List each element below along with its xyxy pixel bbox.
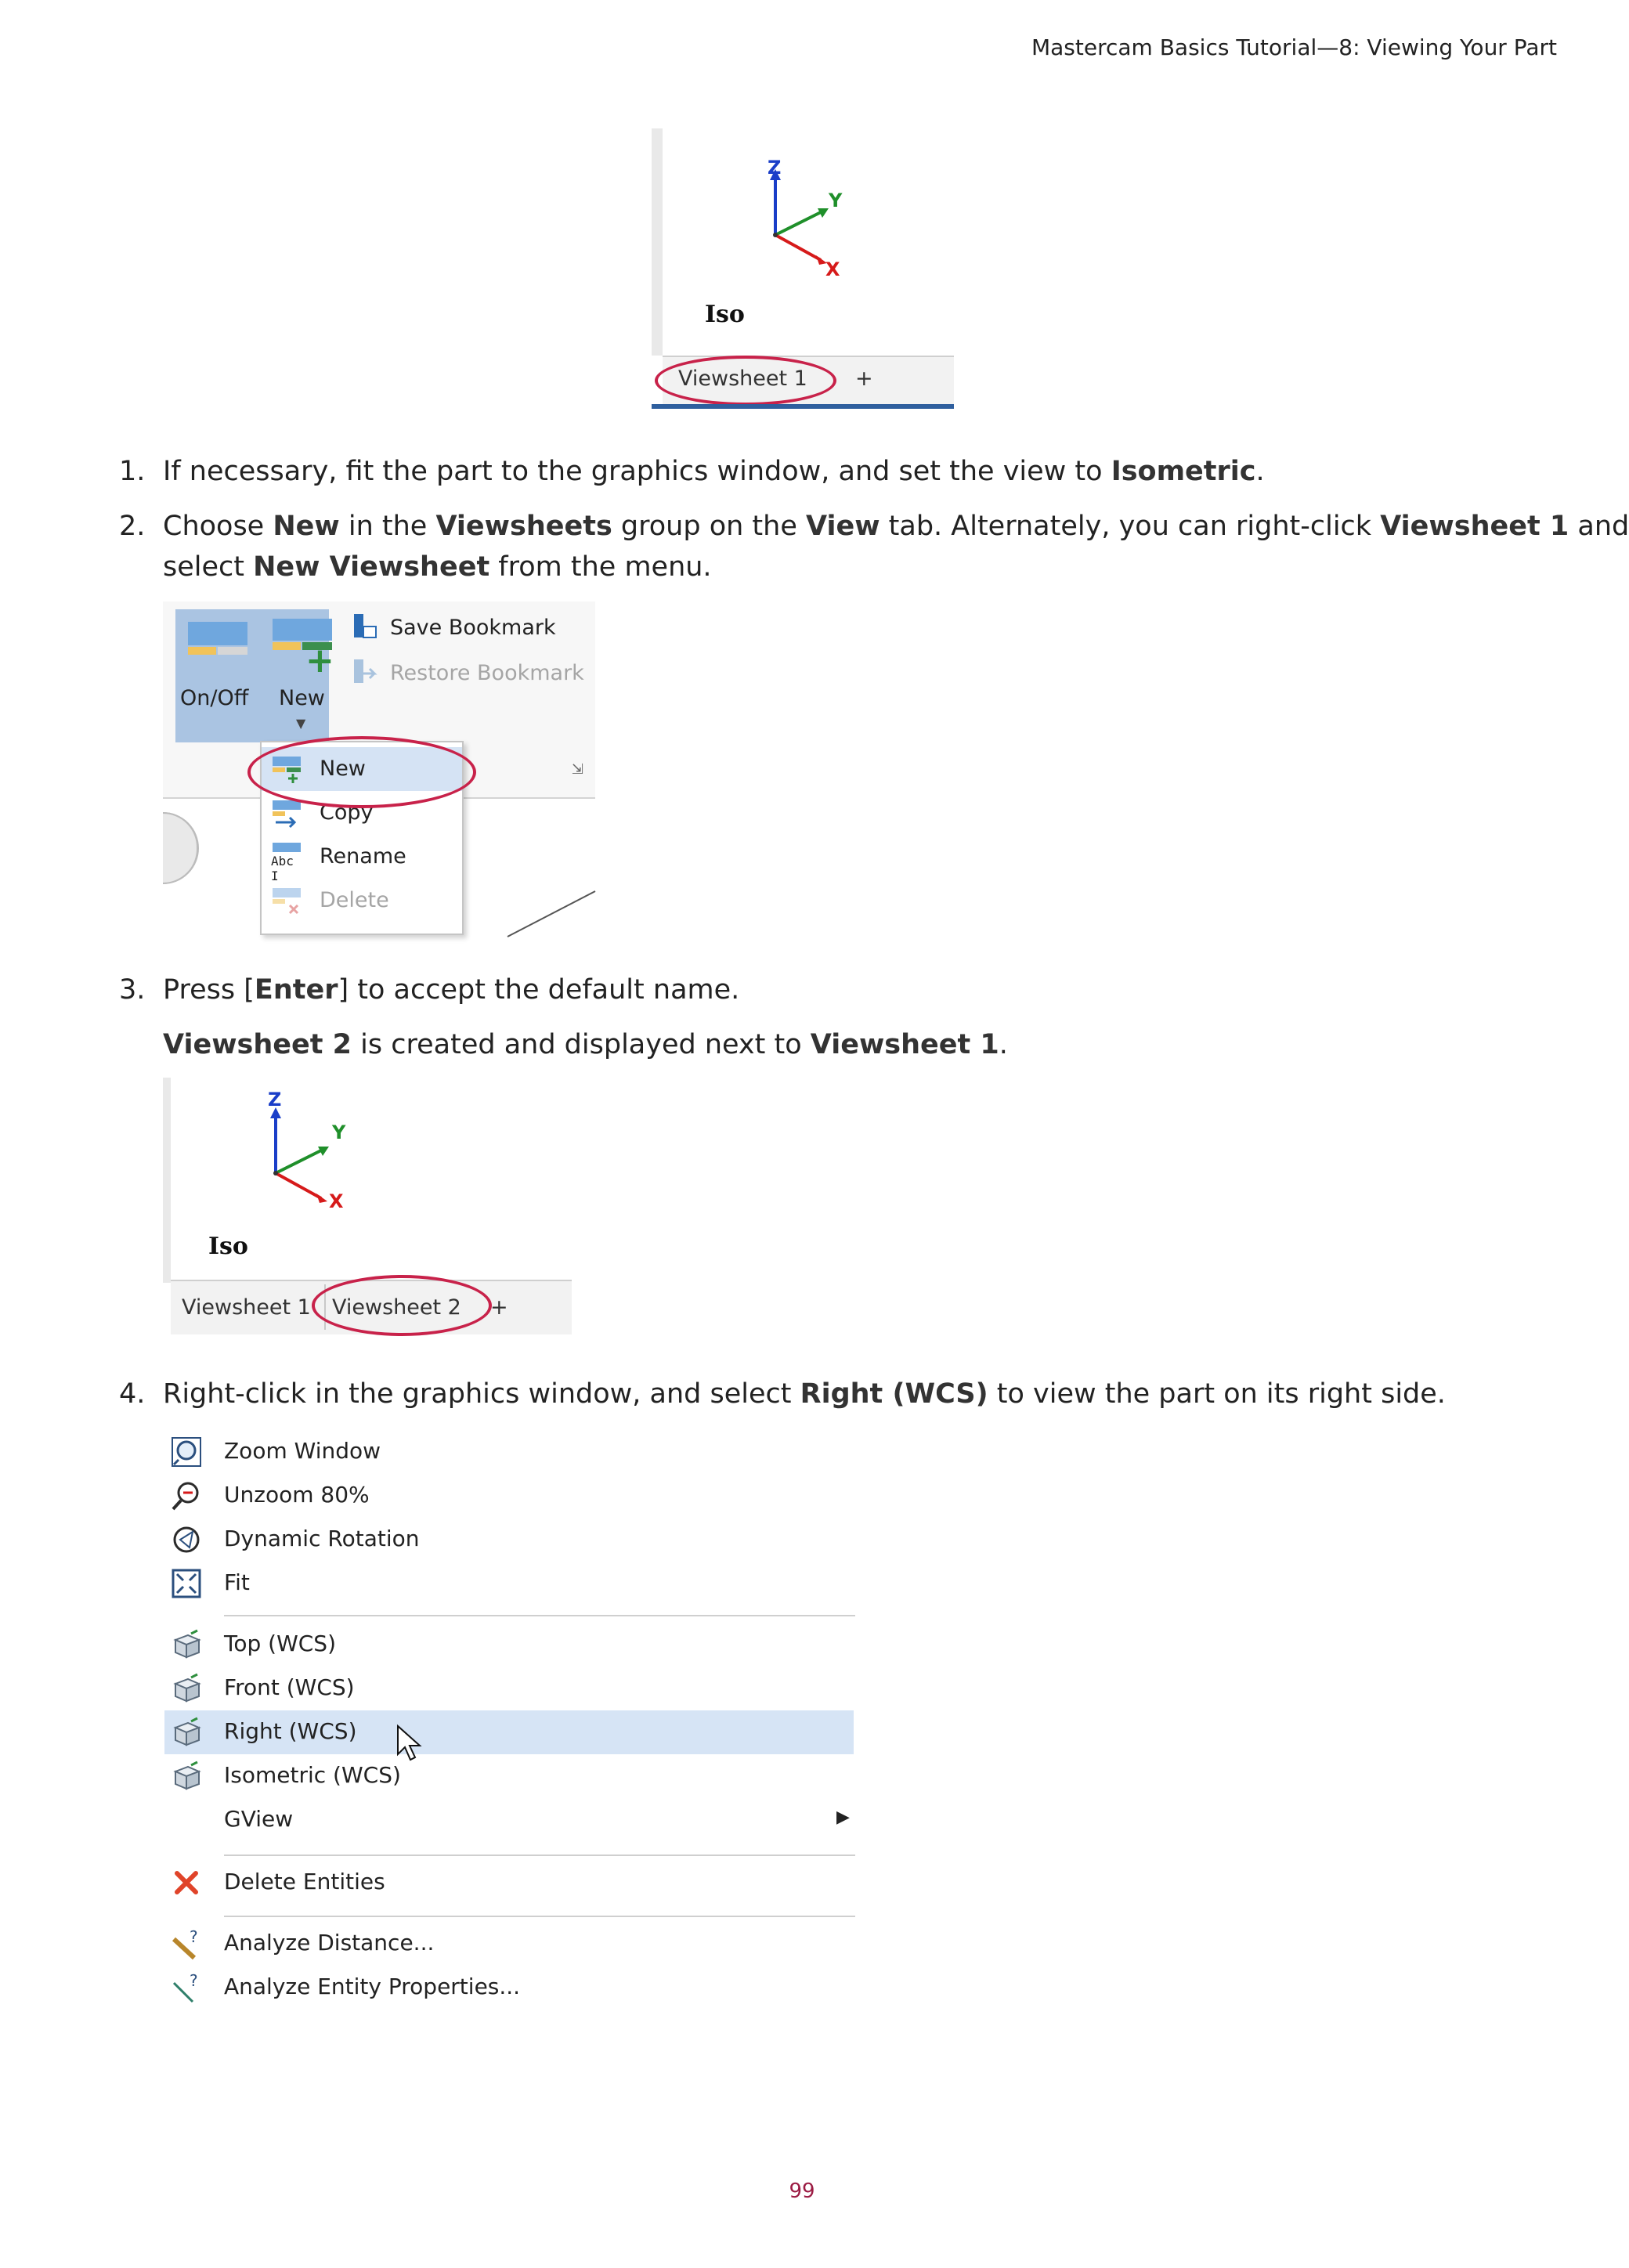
- menu-item-label: Analyze Distance...: [224, 1930, 435, 1956]
- menu-item-fit[interactable]: [164, 1562, 854, 1605]
- menu-item-isometric-wcs[interactable]: [164, 1754, 854, 1798]
- view-name-label: Iso: [705, 301, 745, 328]
- axis-x-label: X: [825, 258, 840, 280]
- menu-item-label: Fit: [224, 1569, 250, 1595]
- view-cube-icon: [171, 1717, 202, 1748]
- menu-item-label: Delete: [320, 888, 389, 912]
- rename-icon-text: Abc I: [271, 854, 294, 883]
- menu-item-label: Top (WCS): [224, 1631, 337, 1656]
- view-cube-icon: [171, 1629, 202, 1660]
- figure-viewsheet-2: [163, 1078, 572, 1333]
- step-number: 3.: [119, 974, 146, 1006]
- axis-y-label: Y: [332, 1121, 346, 1143]
- step-number: 4.: [119, 1378, 146, 1410]
- step-text: If necessary, fit the part to the graphics window, and set the view to Isometric.: [163, 456, 1265, 487]
- menu-item-label: Rename: [320, 844, 406, 869]
- new-button[interactable]: New: [279, 686, 325, 710]
- menu-separator: [224, 1615, 855, 1616]
- restore-bookmark-button[interactable]: Restore Bookmark: [390, 661, 584, 685]
- svg-text:?: ?: [190, 1971, 198, 1990]
- figure-ribbon-new-menu: [163, 601, 595, 946]
- callout-oval: [655, 356, 836, 406]
- onoff-button[interactable]: On/Off: [180, 686, 249, 710]
- save-bookmark-button[interactable]: Save Bookmark: [390, 616, 556, 640]
- onoff-icon-bar: [188, 647, 216, 655]
- axis-z-label: Z: [268, 1089, 282, 1111]
- fit-icon: [171, 1568, 202, 1599]
- menu-item-label: Copy: [320, 800, 374, 825]
- graphics-context-menu: [164, 1430, 858, 2022]
- plus-icon: +: [305, 641, 334, 681]
- menu-item-label: Zoom Window: [224, 1438, 381, 1464]
- axis-x-label: X: [329, 1190, 344, 1212]
- step-text: Right-click in the graphics window, and select Right (WCS) to view the part on its right side.: [163, 1378, 1446, 1410]
- step-2-continuation: select New Viewsheet from the menu.: [163, 551, 712, 583]
- tab-underline: [652, 404, 954, 409]
- menu-item-zoom-window[interactable]: [164, 1430, 854, 1474]
- delete-viewsheet-icon: [271, 887, 302, 915]
- tab-viewsheet-1[interactable]: Viewsheet 1: [182, 1295, 311, 1320]
- menu-item-delete-entities[interactable]: [164, 1861, 854, 1905]
- menu-item-unzoom[interactable]: [164, 1474, 854, 1518]
- callout-oval: [312, 1275, 492, 1336]
- axis-triad-icon: [746, 157, 855, 266]
- menu-item-label: GView: [224, 1806, 294, 1832]
- analyze-distance-icon: [171, 1928, 202, 1959]
- graphics-window-edge: [163, 1078, 171, 1283]
- menu-item-gview[interactable]: [164, 1798, 854, 1842]
- view-name-label: Iso: [208, 1233, 248, 1260]
- view-cube-icon: [171, 1761, 202, 1792]
- unzoom-icon: [171, 1480, 202, 1511]
- dialog-launcher-icon[interactable]: ⇲: [572, 761, 584, 778]
- new-icon-bar: [273, 642, 301, 650]
- menu-item-analyze-entity[interactable]: [164, 1966, 854, 2010]
- menu-item-label: Analyze Entity Properties...: [224, 1974, 521, 1999]
- delete-x-icon: [171, 1867, 202, 1898]
- menu-item-label: Front (WCS): [224, 1674, 355, 1700]
- submenu-arrow-icon: ▶: [836, 1808, 850, 1827]
- onoff-icon: [188, 622, 247, 645]
- zoom-window-icon: [171, 1436, 202, 1468]
- callout-oval: [247, 736, 476, 808]
- menu-item-label: Right (WCS): [224, 1718, 357, 1744]
- menu-item-label: Isometric (WCS): [224, 1762, 401, 1788]
- menu-item-rename[interactable]: [262, 835, 462, 883]
- menu-item-label: New: [320, 757, 366, 781]
- menu-item-delete[interactable]: [262, 879, 462, 923]
- menu-item-label: Unzoom 80%: [224, 1482, 370, 1508]
- tab-viewsheet-2[interactable]: Viewsheet 2: [332, 1295, 461, 1320]
- step-3-result: Viewsheet 2 is created and displayed next to Viewsheet 1.: [163, 1029, 1008, 1060]
- dropdown-arrow-icon[interactable]: ▼: [296, 716, 306, 731]
- axis-y-label: Y: [829, 190, 843, 211]
- copy-viewsheet-icon: [271, 799, 302, 827]
- restore-bookmark-icon: [351, 658, 379, 686]
- step-number: 1.: [119, 456, 146, 487]
- menu-item-analyze-distance[interactable]: [164, 1922, 854, 1966]
- step-number: 2.: [119, 511, 146, 542]
- menu-item-label: Delete Entities: [224, 1869, 385, 1894]
- step-text: Choose New in the Viewsheets group on the View tab. Alternately, you can right-click Viewsheet 1 and: [163, 511, 1629, 542]
- dynamic-rotation-icon: [171, 1524, 202, 1555]
- svg-text:?: ?: [190, 1927, 198, 1946]
- menu-item-front-wcs[interactable]: [164, 1667, 854, 1710]
- axis-triad-icon: [246, 1095, 356, 1204]
- menu-item-dynamic-rotation[interactable]: [164, 1518, 854, 1562]
- page-number: 99: [789, 2180, 815, 2203]
- onoff-icon-bar2: [218, 647, 247, 655]
- add-tab-button[interactable]: +: [490, 1295, 508, 1320]
- menu-separator: [224, 1854, 855, 1856]
- running-header: Mastercam Basics Tutorial—8: Viewing Your Part: [1031, 34, 1557, 60]
- new-viewsheet-icon: [273, 619, 332, 641]
- rename-viewsheet-icon: [271, 843, 302, 883]
- figure-viewsheet-1: [652, 128, 954, 410]
- save-bookmark-icon: [351, 612, 379, 641]
- menu-item-top-wcs[interactable]: [164, 1623, 854, 1667]
- view-cube-icon: [171, 1673, 202, 1704]
- graphics-window-edge: [652, 128, 663, 356]
- analyze-entity-icon: [171, 1972, 202, 2003]
- menu-item-right-wcs[interactable]: [164, 1710, 854, 1754]
- menu-item-label: Dynamic Rotation: [224, 1526, 420, 1551]
- tab-viewsheet-1[interactable]: Viewsheet 1: [678, 367, 807, 391]
- step-text: Press [Enter] to accept the default name.: [163, 974, 740, 1006]
- axis-z-label: Z: [768, 157, 782, 179]
- menu-separator: [224, 1916, 855, 1917]
- add-tab-button[interactable]: +: [855, 367, 873, 391]
